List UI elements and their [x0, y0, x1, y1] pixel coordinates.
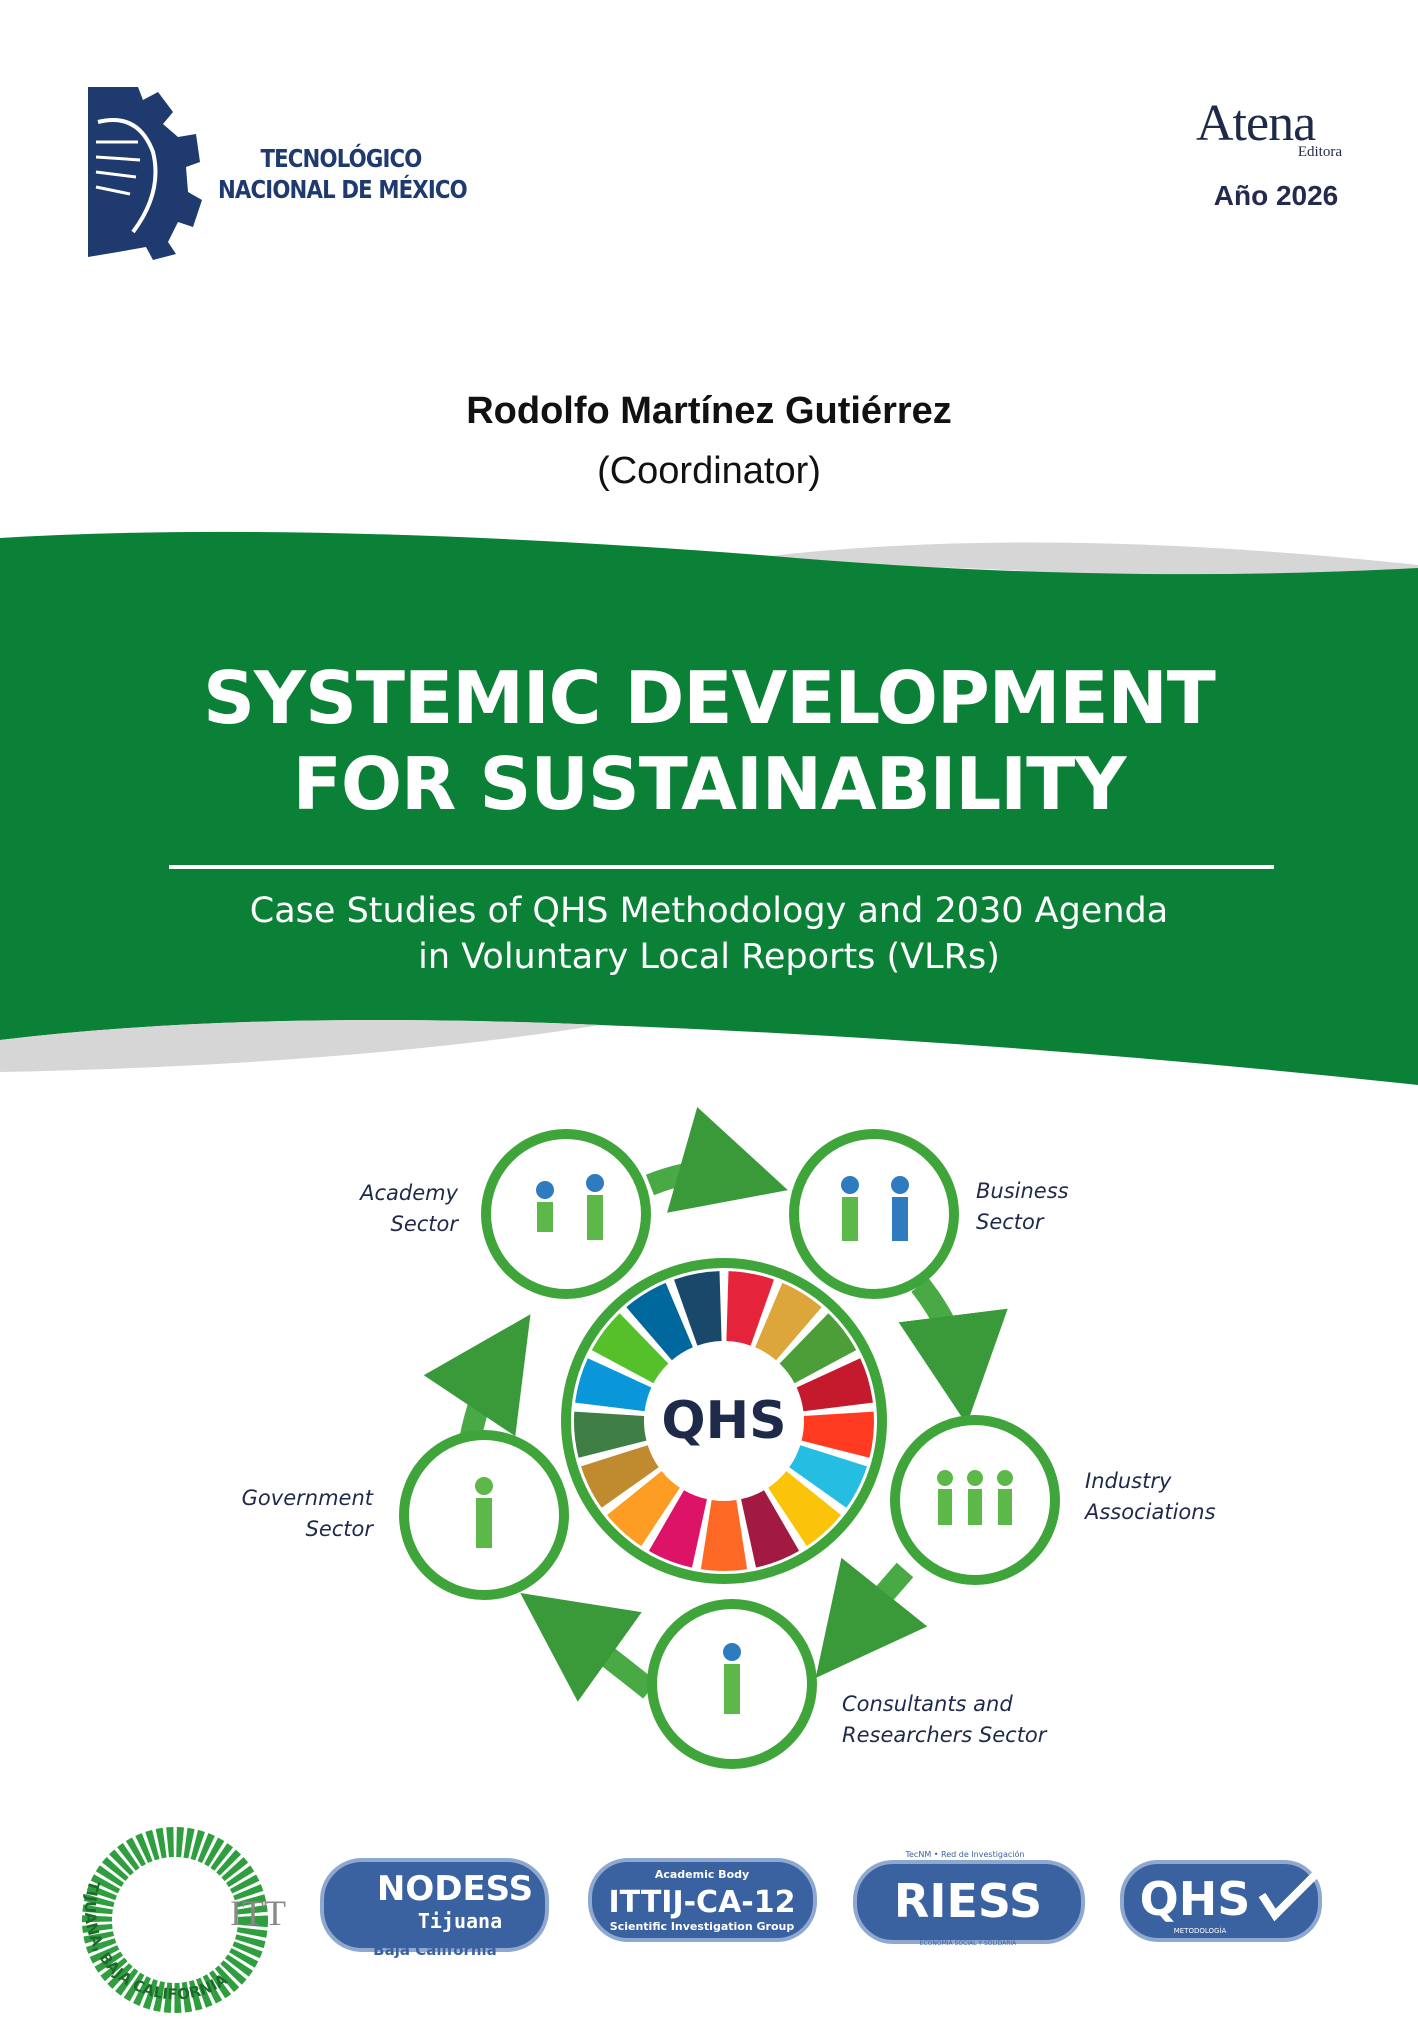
nodess-below: Baja California — [373, 1941, 497, 1959]
nodess-text: NODESS — [376, 1869, 534, 1909]
tecnm-logo-text — [218, 143, 467, 205]
author-role: (Coordinator) — [597, 450, 821, 492]
title-line2: FOR SUSTAINABILITY — [292, 742, 1126, 826]
consultant-person-icon — [723, 1643, 741, 1714]
itt-ring-text: TIJUANA, BAJA CALIFORNIA — [80, 1878, 231, 2004]
sdg-segment — [701, 1500, 747, 1571]
book-title — [0, 655, 1418, 827]
riess-top: TecNM • Red de Investigación — [905, 1850, 1025, 1859]
title-line1: SYSTEMIC DEVELOPMENT — [203, 656, 1215, 740]
ca-main: ITTIJ-CA-12 — [608, 1885, 796, 1920]
label-consultants-sector — [842, 1689, 1046, 1751]
label-line: Government — [241, 1486, 373, 1510]
business-sector-circle — [794, 1134, 954, 1294]
riess-sub: ECONOMÍA SOCIAL Y SOLIDARIA — [919, 1940, 1017, 1947]
riess-main: RIESS — [893, 1874, 1043, 1928]
label-line: Sector — [976, 1210, 1044, 1234]
qhs-center-label: QHS — [661, 1391, 787, 1451]
nodess-sub: Tijuana — [417, 1909, 503, 1933]
label-line: Business — [976, 1179, 1069, 1203]
qhs-methodology-logo — [1122, 1855, 1335, 1940]
tecnm-line2: NACIONAL DE MÉXICO — [218, 175, 467, 204]
atena-subtitle: Editora — [1297, 144, 1342, 160]
label-line: Sector — [390, 1212, 458, 1236]
subtitle-line2: in Voluntary Local Reports (VLRs) — [418, 937, 1000, 977]
label-business-sector — [976, 1176, 1069, 1238]
label-line: Industry — [1085, 1469, 1172, 1493]
footer-logos — [0, 1800, 1418, 2038]
itt-logo — [81, 1842, 286, 2003]
tecnm-gear-logo — [78, 82, 208, 262]
title-divider — [169, 865, 1274, 869]
label-line: Consultants and — [842, 1692, 1013, 1716]
label-line: Associations — [1085, 1500, 1216, 1524]
label-government-sector — [173, 1483, 373, 1545]
academy-sector-circle — [486, 1134, 646, 1294]
industry-people-icon — [937, 1470, 1013, 1525]
author-name: Rodolfo Martínez Gutiérrez — [466, 390, 952, 432]
qhs-cycle-diagram — [0, 1100, 1418, 1800]
nodess-logo — [322, 1860, 547, 1959]
label-line: Researchers Sector — [842, 1723, 1047, 1747]
riess-logo — [855, 1849, 1083, 1947]
label-line: Academy — [360, 1181, 458, 1205]
atena-logo — [1196, 95, 1356, 161]
subtitle-line1: Case Studies of QHS Methodology and 2030 Agenda — [249, 891, 1169, 931]
ca-top: Academic Body — [654, 1868, 750, 1881]
label-line: Sector — [305, 1517, 373, 1541]
government-person-icon — [475, 1477, 493, 1548]
ca-sub: Scientific Investigation Group — [609, 1920, 795, 1933]
label-academy-sector — [258, 1178, 458, 1240]
academic-body-logo — [590, 1860, 815, 1940]
label-industry-associations — [1085, 1466, 1216, 1528]
qhs-sub: METODOLOGÍA — [1173, 1927, 1227, 1935]
qhs-main: QHS — [1139, 1872, 1251, 1926]
publication-year: Año 2026 — [1213, 180, 1339, 211]
tecnm-line1: TECNOLÓGICO — [260, 144, 422, 173]
atena-name: Atena — [1196, 95, 1316, 152]
itt-text: ITT — [230, 1893, 286, 1933]
book-subtitle — [0, 888, 1418, 980]
